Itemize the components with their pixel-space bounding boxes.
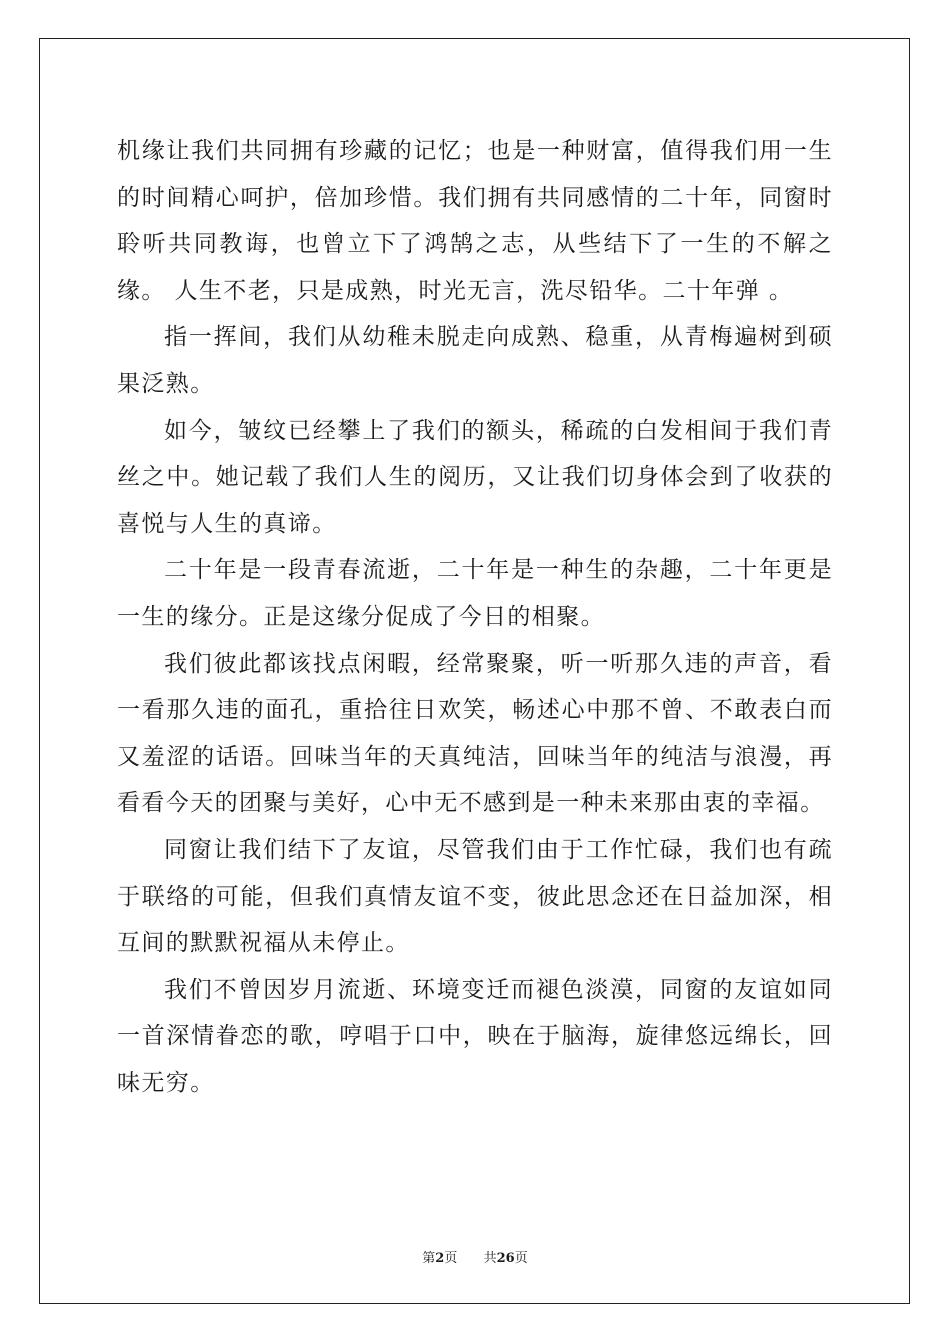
paragraph-5: 我们彼此都该找点闲暇，经常聚聚，听一听那久违的声音，看一看那久违的面孔，重拾往日欢笑，畅述心中那不曾、不敢表白而又羞涩的话语。回味当年的天真纯洁，回味当年的纯洁与浪漫，再看看今天的团聚与美好，心中无不感到是一种未来那由衷的幸福。 bbox=[117, 650, 833, 817]
page-prefix: 第 bbox=[422, 1251, 436, 1266]
current-page: 2 bbox=[435, 1251, 445, 1266]
paragraph-1: 机缘让我们共同拥有珍藏的记忆；也是一种财富，值得我们用一生的时间精心呵护，倍加珍惜。我们拥有共同感情的二十年，同窗时聆听共同教诲，也曾立下了鸿鹄之志，从些结下了一生的不解之缘。 人生不老，只是成熟，时光无言，洗尽铅华。二十年弹 。 bbox=[117, 138, 833, 304]
paragraph-2: 指一挥间，我们从幼稚未脱走向成熟、稳重，从青梅遍树到硕果泛熟。 bbox=[117, 324, 833, 397]
page-suffix: 页 bbox=[444, 1251, 458, 1266]
paragraph-6: 同窗让我们结下了友谊，尽管我们由于工作忙碌，我们也有疏于联络的可能，但我们真情友谊不变，彼此思念还在日益加深，相互间的默默祝福从未停止。 bbox=[117, 836, 833, 957]
paragraph-4: 二十年是一段青春流逝，二十年是一种生的杂趣，二十年更是一生的缘分。正是这缘分促成了今日的相聚。 bbox=[117, 557, 833, 630]
paragraph-3: 如今，皱纹已经攀上了我们的额头，稀疏的白发相间于我们青丝之中。她记载了我们人生的阅历，又让我们切身体会到了收获的喜悦与人生的真谛。 bbox=[117, 417, 833, 537]
page-footer bbox=[0, 1247, 950, 1266]
total-pages: 26 bbox=[496, 1251, 515, 1266]
total-suffix: 页 bbox=[514, 1251, 528, 1266]
paragraph-7: 我们不曾因岁月流逝、环境变迁而褪色淡漠，同窗的友谊如同一首深情眷恋的歌，哼唱于口中，映在于脑海，旋律悠远绵长，回味无穷。 bbox=[117, 976, 833, 1096]
total-prefix: 共 bbox=[483, 1251, 497, 1266]
page-total bbox=[484, 1247, 528, 1266]
page-number bbox=[422, 1247, 457, 1266]
document-body bbox=[117, 128, 833, 1106]
